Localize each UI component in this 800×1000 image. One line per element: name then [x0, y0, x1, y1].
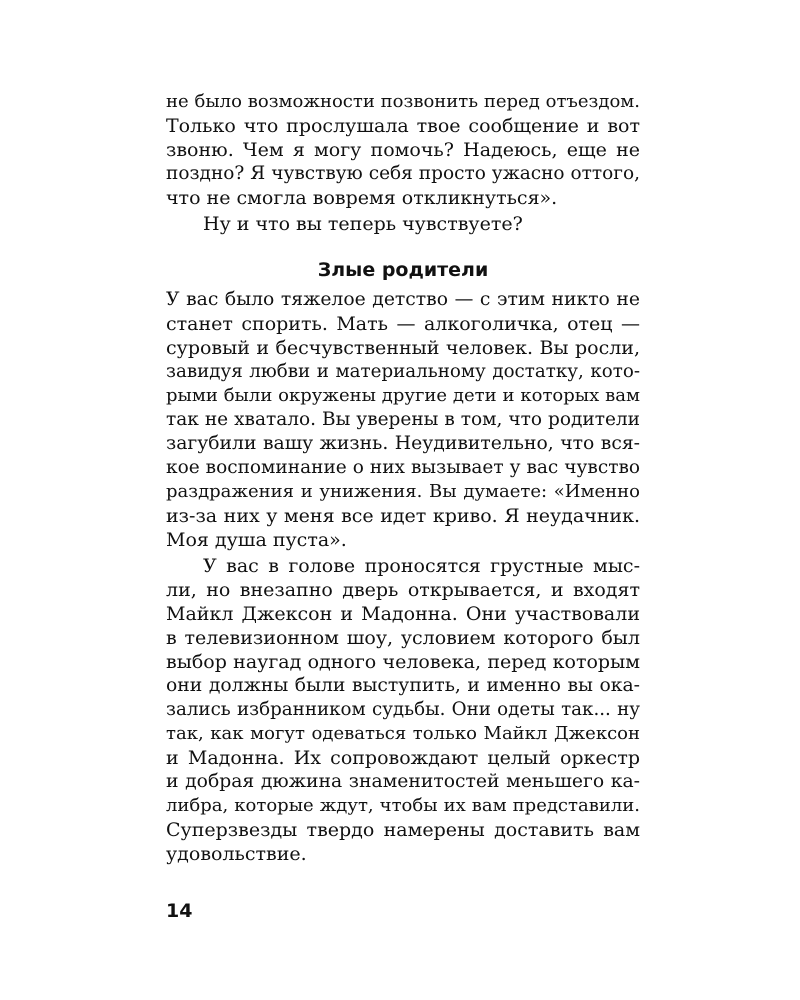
text-line: Майкл Джексон и Мадонна. Они участвовали: [166, 603, 640, 625]
section-heading: Злые родители: [317, 259, 489, 281]
text-line: поздно? Я чувствую себя просто ужасно оттого,: [166, 163, 640, 184]
text-line: Только что прослушала твое сообщение и вот: [166, 115, 640, 137]
text-line: звоню. Чем я могу помочь? Надеюсь, еще не: [166, 139, 640, 161]
text-line: из-за них у меня все идет криво. Я неудачник.: [166, 505, 640, 527]
text-line: в телевизионном шоу, условием которого был: [166, 627, 640, 649]
text-line: что не смогла вовремя откликнуться».: [166, 187, 558, 209]
text-line: выбор наугад одного человека, перед которым: [166, 651, 640, 673]
text-line: либра, которые ждут, чтобы их вам представили.: [166, 795, 640, 816]
text-line: рыми были окружены другие дети и которых вам: [166, 385, 640, 406]
text-line: они должны были выступить, и именно вы ока-: [166, 675, 640, 696]
page-number: 14: [166, 900, 193, 922]
text-line: так, как могут одеваться только Майкл Джексон: [166, 723, 640, 744]
text-line: загубили вашу жизнь. Неудивительно, что вся-: [166, 433, 640, 454]
text-line: и добрая дюжина знаменитостей меньшего ка-: [166, 771, 640, 792]
text-line: кое воспоминание о них вызывает у вас чувство: [166, 457, 640, 478]
text-line: зались избранником судьбы. Они одеты так... ну: [166, 699, 640, 720]
text-line: суровый и бесчувственный человек. Вы росли,: [166, 337, 640, 359]
text-line: станет спорить. Мать — алкоголичка, отец —: [166, 313, 640, 335]
text-line: ли, но внезапно дверь открывается, и входят: [166, 579, 640, 601]
text-line: Суперзвезды твердо намерены доставить вам: [166, 819, 640, 841]
text-line: завидуя любви и материальному достатку, кото-: [166, 361, 640, 382]
text-line: не было возможности позвонить перед отъездом.: [166, 91, 640, 112]
text-line: удовольствие.: [166, 843, 307, 865]
text-line: У вас было тяжелое детство — с этим никто не: [166, 289, 640, 310]
text-line: Ну и что вы теперь чувствуете?: [203, 213, 523, 235]
text-line: так не хватало. Вы уверены в том, что родители: [166, 409, 640, 430]
text-line: и Мадонна. Их сопровождают целый оркестр: [166, 747, 640, 769]
text-line: У вас в голове проносятся грустные мыс-: [203, 555, 640, 577]
text-line: раздражения и унижения. Вы думаете: «Именно: [166, 481, 640, 502]
text-line: Моя душа пуста».: [166, 529, 347, 551]
